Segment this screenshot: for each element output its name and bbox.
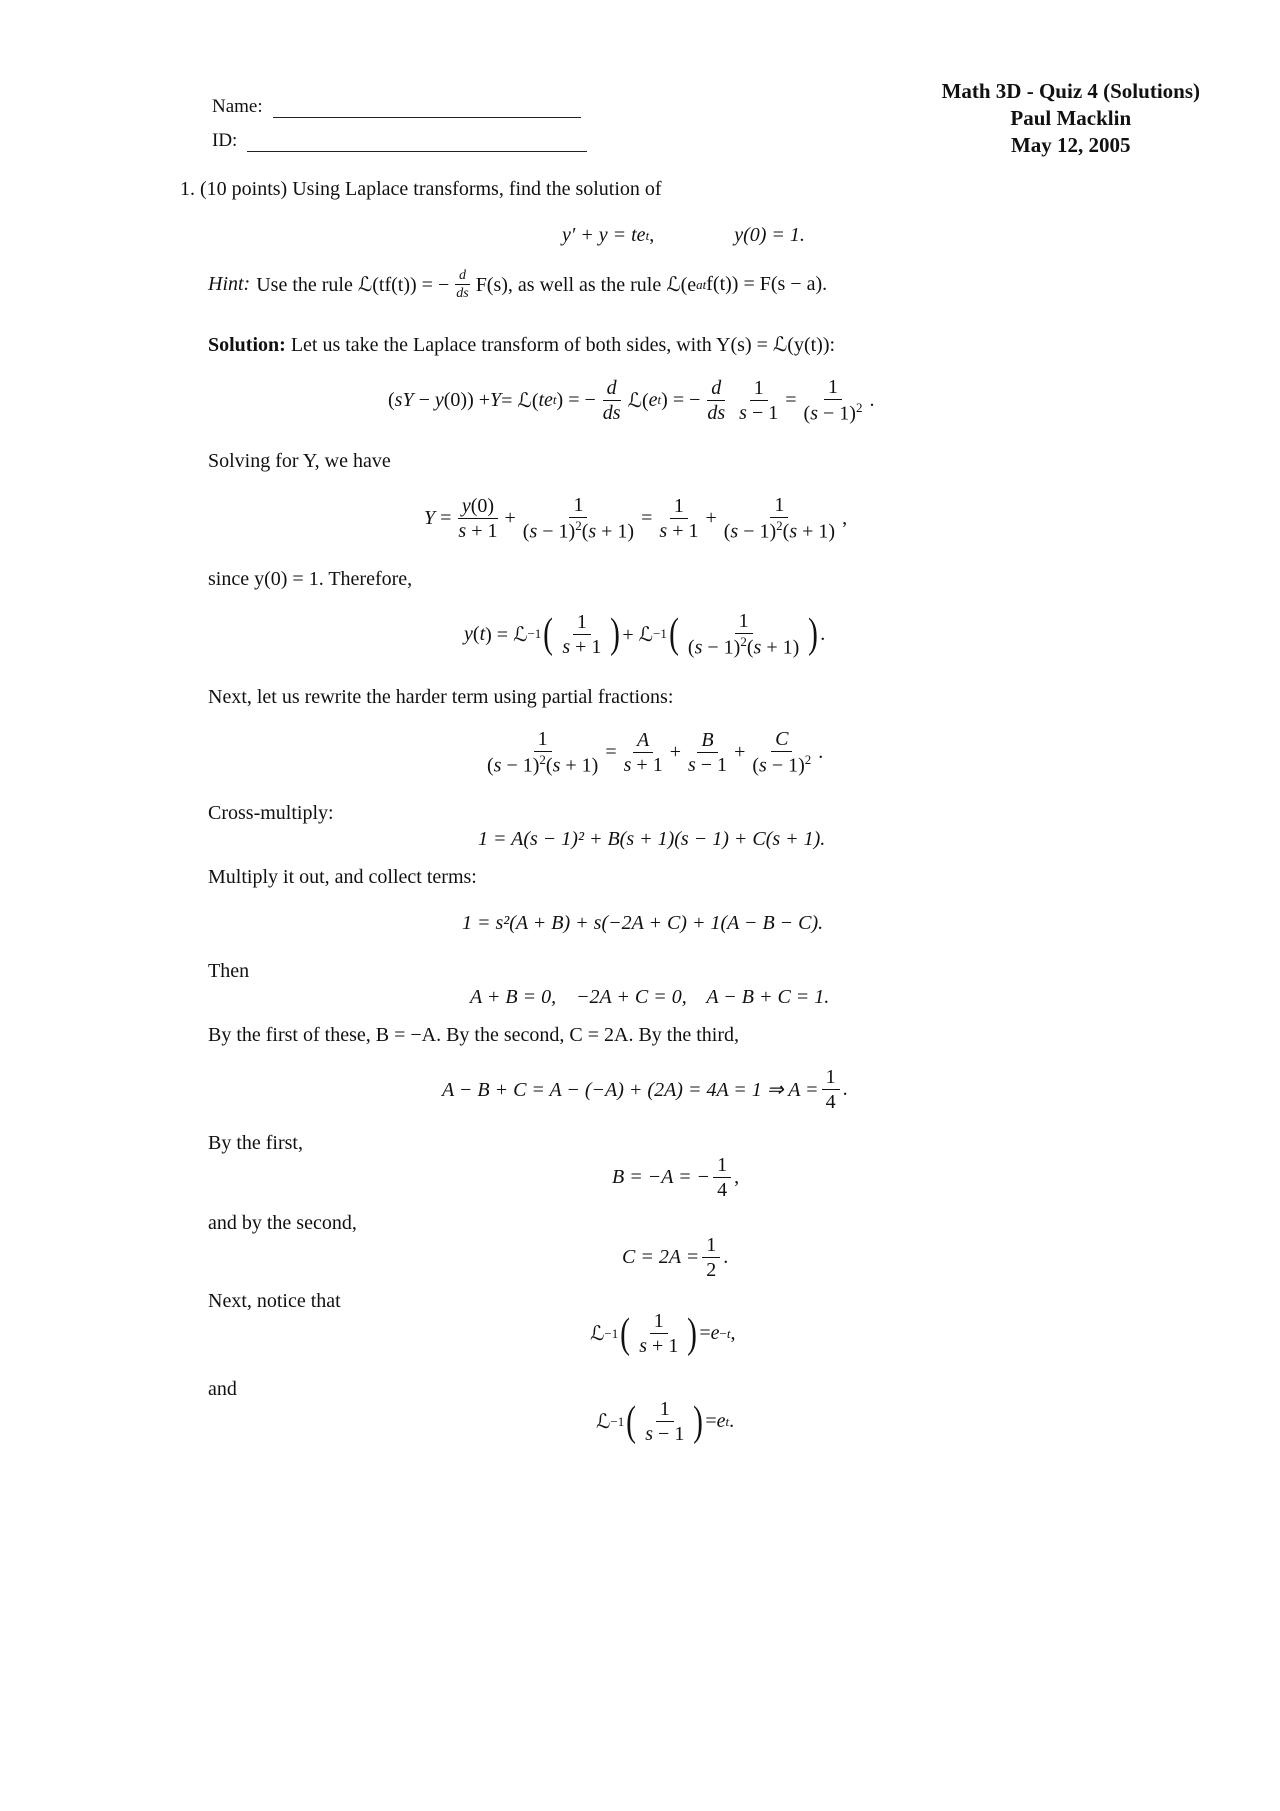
problem-equation: y′ + y = te t , y(0) = 1. bbox=[562, 224, 805, 246]
id-label: ID: bbox=[212, 130, 238, 151]
hint-label: Hint: bbox=[208, 273, 251, 296]
frac-pf-c: $\frac{C}{(s - 1)^2}$ bbox=[752, 728, 812, 777]
then-text: Then bbox=[208, 960, 250, 982]
partial-fraction-equation: $\frac{1}{(s - 1)^2(s + 1)}$ = $\frac{A}{s + 1}$ + $\frac{B}{s - 1}$ + $\frac{C}{(s - 1)^2}$ . bbox=[480, 728, 823, 777]
laplace-transform-equation: ( sY − y (0)) + Y = ℒ( te t ) = − $\frac{d}{ds}$ ℒ( e t ) = − $\frac{d}{ds}$ $\frac{1}{s - 1}$ = $\frac{1}{(s - 1)^2}$ . bbox=[388, 376, 875, 425]
frac-pf-b: $\frac{B}{s - 1}$ bbox=[687, 728, 728, 776]
partial-fractions-text: Next, let us rewrite the harder term using partial fractions: bbox=[208, 686, 674, 708]
inverse-transform-1: ℒ −1 ( $\frac{1}{s + 1}$ ) = e −t , bbox=[590, 1310, 736, 1357]
name-row bbox=[212, 84, 587, 118]
c-equation: C = 2A = $\frac{1}{2}$ . bbox=[622, 1234, 729, 1281]
frac-inv-s-plus-1: $\frac{1}{s + 1}$ bbox=[639, 1310, 679, 1357]
cross-eq-text: 1 = A(s − 1)² + B(s + 1)(s − 1) + C(s + 1). bbox=[478, 828, 826, 850]
id-field-line bbox=[247, 131, 587, 152]
since-text: since y(0) = 1. Therefore, bbox=[208, 568, 413, 590]
name-label: Name: bbox=[212, 96, 263, 117]
collect-terms-equation bbox=[462, 912, 823, 935]
third-eq-text: A − B + C = A − (−A) + (2A) = 4A = 1 ⇒ A = bbox=[442, 1079, 819, 1101]
problem-number: 1. bbox=[180, 178, 195, 200]
frac-1-over-s-minus-1: $\frac{1}{s - 1}$ bbox=[739, 376, 779, 424]
frac-pf-lhs: $\frac{1}{(s - 1)^2(s + 1)}$ bbox=[487, 728, 599, 777]
hint-text-2: F(s), as well as the rule ℒ(e bbox=[475, 274, 697, 297]
hint-text-3: f(t)) = F(s − a). bbox=[706, 273, 828, 296]
hint-exponent: at bbox=[696, 276, 707, 292]
hint-derivative-fraction: $\frac{d}{ds}$ bbox=[456, 268, 469, 302]
frac-y0-over-s-plus-1: $\frac{y(0)}{s + 1}$ bbox=[458, 494, 498, 542]
by-first-of-these-text: By the first of these, B = −A. By the second, C = 2A. By the third, bbox=[208, 1024, 740, 1046]
solution-intro-text: Let us take the Laplace transform of both sides, with Y(s) = ℒ(y(t)): bbox=[290, 334, 836, 356]
hint bbox=[208, 268, 827, 302]
frac-inv-s-minus-1: $\frac{1}{s - 1}$ bbox=[645, 1398, 685, 1445]
frac-one-quarter: $\frac{1}{4}$ bbox=[822, 1066, 840, 1113]
cross-multiply-text: Cross-multiply: bbox=[208, 802, 334, 824]
b-equation: B = −A = − $\frac{1}{4}$ , bbox=[612, 1154, 740, 1201]
inverse-transform-2: ℒ −1 ( $\frac{1}{s - 1}$ ) = e t . bbox=[596, 1398, 735, 1445]
course-title: Math 3D - Quiz 4 (Solutions) bbox=[941, 79, 1200, 103]
id-row bbox=[212, 118, 587, 152]
cross-multiply-equation bbox=[478, 828, 825, 851]
quiz-header bbox=[942, 78, 1200, 159]
y-equation: Y = $\frac{y(0)}{s + 1}$ + $\frac{1}{(s - 1)^2(s + 1)}$ = $\frac{1}{s + 1}$ + $\frac{1}{(s - 1)^2(s + 1)}$ , bbox=[424, 494, 848, 543]
c-eq-text: C = 2A = bbox=[622, 1246, 700, 1268]
solution-label: Solution: bbox=[208, 334, 286, 356]
frac-d-ds: $\frac{d}{ds}$ bbox=[602, 376, 621, 424]
and-by-second-text: and by the second, bbox=[208, 1212, 357, 1234]
frac-partial-term: $\frac{1}{(s - 1)^2(s + 1)}$ bbox=[522, 494, 635, 543]
collect-eq-text: 1 = s²(A + B) + s(−2A + C) + 1(A − B − C). bbox=[462, 912, 824, 934]
frac-1-over-s-minus-1-squared: $\frac{1}{(s - 1)^2}$ bbox=[803, 376, 863, 425]
frac-b-value: $\frac{1}{4}$ bbox=[713, 1154, 731, 1201]
frac-c-value: $\frac{1}{2}$ bbox=[702, 1234, 720, 1281]
problem-statement bbox=[180, 178, 662, 201]
frac-partial-term-2: $\frac{1}{(s - 1)^2(s + 1)}$ bbox=[723, 494, 836, 543]
solving-for-y-text: Solving for Y, we have bbox=[208, 450, 391, 472]
y-t-equation: y ( t ) = ℒ −1 ( $\frac{1}{s + 1}$ ) + ℒ −1 ( $\frac{1}{(s - 1)^2(s + 1)}$ ) . bbox=[464, 610, 826, 659]
frac-pf-a: $\frac{A}{s + 1}$ bbox=[623, 728, 663, 776]
by-the-first-text: By the first, bbox=[208, 1132, 303, 1154]
system-equation bbox=[470, 986, 829, 1009]
frac-d-ds-2: $\frac{d}{ds}$ bbox=[707, 376, 726, 424]
ode-exponent: t bbox=[645, 227, 650, 243]
student-info bbox=[212, 84, 587, 152]
frac-inv-1: $\frac{1}{s + 1}$ bbox=[562, 610, 602, 658]
solve-a-equation: A − B + C = A − (−A) + (2A) = 4A = 1 ⇒ A = $\frac{1}{4}$ . bbox=[442, 1066, 848, 1113]
frac-1-over-s-plus-1: $\frac{1}{s + 1}$ bbox=[659, 494, 699, 542]
frac-inv-2: $\frac{1}{(s - 1)^2(s + 1)}$ bbox=[687, 610, 800, 659]
solution-intro bbox=[208, 332, 835, 357]
next-notice-text: Next, notice that bbox=[208, 1290, 341, 1312]
problem-text: (10 points) Using Laplace transforms, find the solution of bbox=[200, 178, 662, 200]
multiply-out-text: Multiply it out, and collect terms: bbox=[208, 866, 477, 888]
name-field-line bbox=[273, 97, 581, 118]
system-eq-text: A + B = 0, −2A + C = 0, A − B + C = 1. bbox=[470, 986, 830, 1008]
hint-text-1: Use the rule ℒ(tf(t)) = − bbox=[256, 274, 450, 297]
initial-condition: y(0) = 1. bbox=[734, 224, 805, 246]
b-eq-text: B = −A = − bbox=[612, 1166, 711, 1188]
quiz-date: May 12, 2005 bbox=[1010, 133, 1131, 157]
and-text: and bbox=[208, 1378, 237, 1400]
author-name: Paul Macklin bbox=[1010, 106, 1132, 130]
ode-lhs: y′ + y = te bbox=[562, 224, 646, 246]
